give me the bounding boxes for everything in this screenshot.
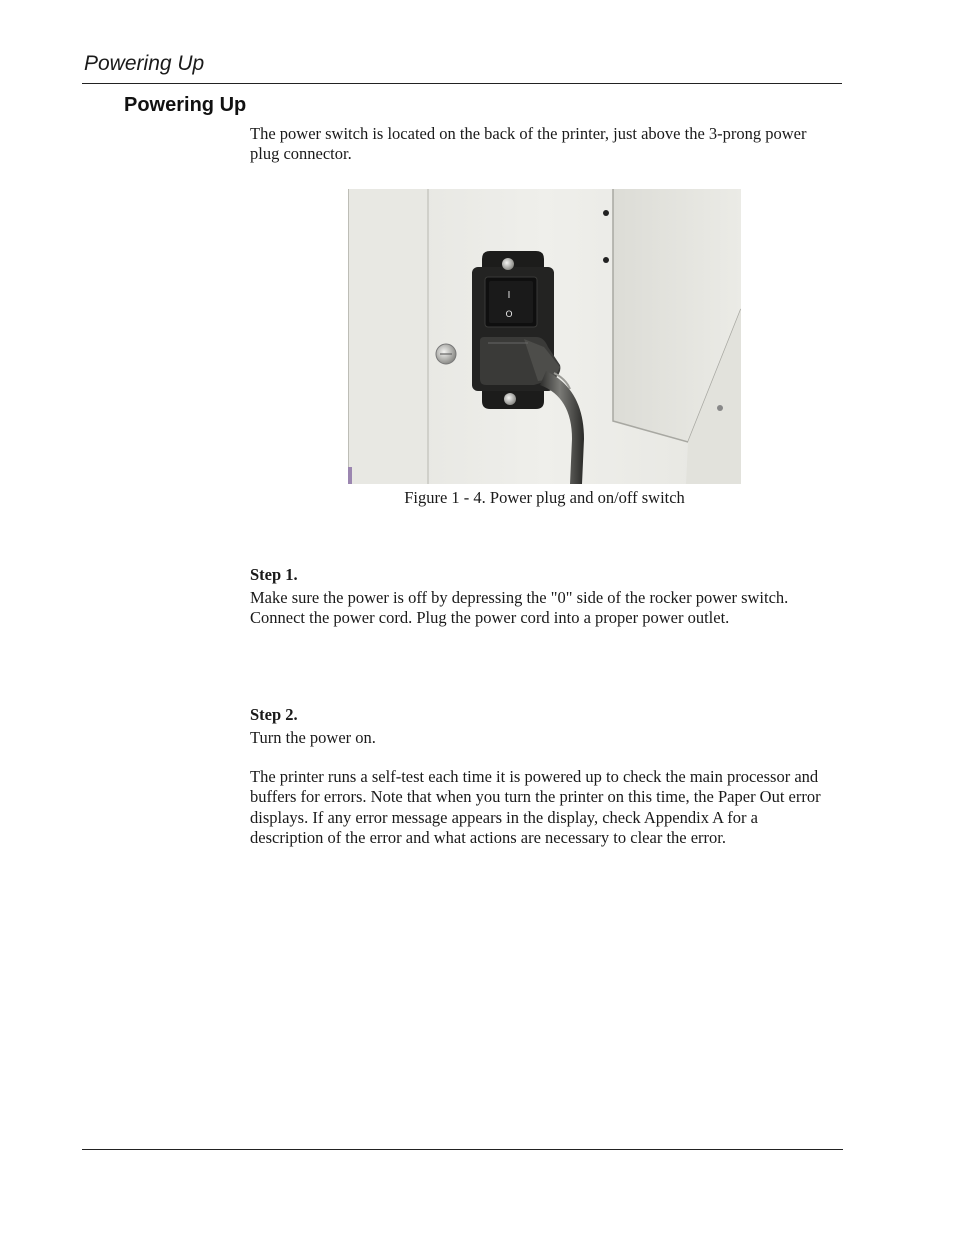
self-test-paragraph: The printer runs a self-test each time it is powered up to check the main processor and buffers for errors. Note that when you turn the printer on this time, the Paper Out error displays. If any error message appears in the display, check Appendix A for a description of the error and what actions are necessary to clear the error. (250, 767, 821, 847)
step-2-text: Turn the power on. (250, 728, 376, 747)
switch-off-symbol: O (505, 310, 513, 320)
intro-paragraph: The power switch is located on the back of the printer, just above the 3-prong power plug connector. (250, 124, 807, 164)
header-rule (82, 83, 842, 84)
power-plug-photo (348, 189, 741, 484)
step-1-text: Make sure the power is off by depressing the "0" side of the rocker power switch. Connect the power cord. Plug the power cord into a proper power outlet. (250, 588, 789, 628)
step-2-label: Step 2. (250, 705, 298, 724)
switch-on-symbol: I (507, 290, 511, 301)
footer-rule (82, 1149, 843, 1150)
running-header: Powering Up (84, 52, 205, 75)
figure-caption: Figure 1 - 4. Power plug and on/off switch (404, 488, 685, 507)
step-1-label: Step 1. (250, 565, 298, 584)
section-title: Powering Up (124, 94, 247, 116)
